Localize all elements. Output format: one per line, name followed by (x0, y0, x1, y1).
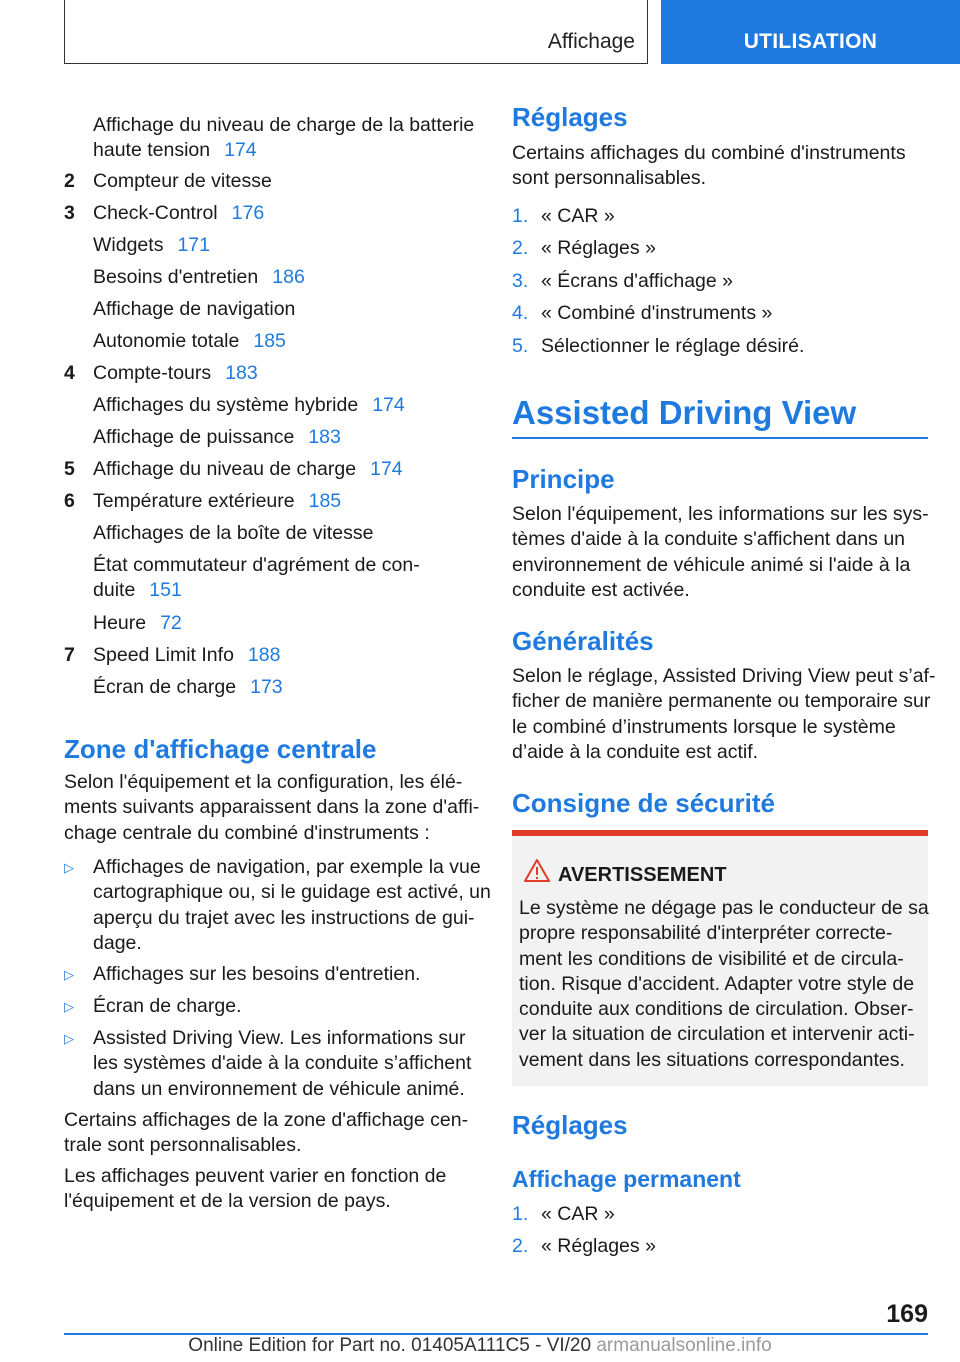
warning-title: AVERTISSEMENT (558, 864, 727, 886)
page-reference-link[interactable]: 185 (253, 330, 286, 352)
center-zone-para-1: Certains affichages de la zone d'affichage cen- trale sont personnalisables. (64, 1109, 469, 1157)
page-reference-link[interactable]: 151 (149, 579, 182, 601)
legend-text: duite 151 (93, 579, 182, 601)
heading-reglages: Réglages (512, 102, 628, 132)
heading-zone-centrale: Zone d'affichage centrale (64, 734, 377, 764)
warning-triangle-icon (524, 858, 550, 884)
page-reference-link[interactable]: 171 (177, 234, 210, 256)
heading-generalites: Généralités (512, 626, 654, 656)
legend-text: Besoins d'entretien 186 (93, 266, 305, 288)
heading-consigne-securite: Consigne de sécurité (512, 788, 775, 818)
page-reference-link[interactable]: 188 (247, 644, 281, 666)
page-reference-link[interactable]: 186 (272, 266, 305, 288)
legend-text: Check-Control 176 (93, 202, 265, 224)
heading-reglages-adv: Réglages (512, 1110, 628, 1140)
legend-text: Affichage de puissance 183 (93, 426, 341, 448)
page-reference-link[interactable]: 176 (231, 202, 265, 224)
step-number: 4. (512, 302, 529, 325)
legend-number: 7 (64, 644, 75, 666)
step-number: 2. (512, 237, 529, 260)
legend-text: État commutateur d'agrément de con- (93, 554, 420, 576)
step-text: « CAR » (541, 205, 615, 227)
page-reference-link[interactable]: 185 (308, 490, 342, 512)
legend-text: Affichage de navigation (93, 298, 296, 320)
triangle-bullet-icon: ▷ (64, 860, 74, 875)
reglages-intro: Certains affichages du combiné d'instruments sont personnalisables. (512, 142, 906, 190)
triangle-bullet-icon: ▷ (64, 999, 74, 1014)
warning-text: Le système ne dégage pas le conducteur de sa propre responsabilité d'interpréter correcte- ment les conditions de visibilité et de circula- tion. Risque d'accident. Adapter votre style de conduite aux conditions de circulation. Obser- ver la situation de circulation et intervenir acti- vement dans les situations correspondantes. (519, 897, 929, 1071)
step-number: 3. (512, 269, 529, 292)
page-reference-link[interactable]: 174 (224, 139, 257, 161)
legend-text: Widgets 171 (93, 234, 210, 256)
page-reference-link[interactable]: 183 (308, 426, 341, 448)
legend-number: 5 (64, 458, 75, 480)
center-zone-intro: Selon l'équipement et la configuration, les élé- ments suivants apparaissent dans la zone d'affi- chage centrale du combiné d'instruments : (64, 771, 480, 844)
page-reference-link[interactable]: 173 (250, 676, 283, 698)
page-reference-link[interactable]: 174 (372, 394, 405, 416)
step-text: « Réglages » (541, 237, 656, 260)
legend-number: 2 (64, 170, 75, 192)
header-section-title: Affichage (547, 30, 635, 53)
legend-text: Compte-tours 183 (93, 362, 258, 384)
header-section-box (64, 0, 648, 64)
triangle-bullet-icon: ▷ (64, 967, 74, 982)
step-number: 1. (512, 1203, 529, 1225)
legend-text: Affichages du système hybride 174 (93, 394, 405, 416)
principe-text: Selon l'équipement, les informations sur les sys- tèmes d'aide à la conduite s'affichent dans un environnement de véhicule animé si l'aide à la conduite est activée. (512, 503, 929, 601)
step-text: « Écrans d'affichage » (541, 269, 733, 292)
legend-text: Compteur de vitesse (93, 170, 272, 192)
legend-text: Écran de charge 173 (93, 676, 283, 698)
header-chapter-tab: UTILISATION (661, 0, 960, 64)
generalites-text: Selon le réglage, Assisted Driving View peut s’af- ficher de manière permanente ou temporaire sur le combiné d’instruments lorsque le système d’aide à la conduite est actif. (512, 665, 936, 763)
page-number: 169 (886, 1300, 928, 1328)
legend-text: Affichage du niveau de charge de la batterie (93, 114, 475, 136)
warning-box (512, 830, 928, 1086)
footer-edition: Online Edition for Part no. 01405A111C5 - VI/20 armanualsonline.info (188, 1335, 772, 1356)
legend-text: Heure 72 (93, 612, 182, 634)
step-number: 5. (512, 334, 529, 357)
triangle-bullet-icon: ▷ (64, 1031, 74, 1046)
heading-principe: Principe (512, 464, 615, 494)
legend-text: haute tension 174 (93, 139, 257, 161)
page-reference-link[interactable]: 72 (160, 612, 182, 634)
heading-affichage-permanent: Affichage permanent (512, 1166, 741, 1192)
legend-text: Affichages de la boîte de vitesse (93, 522, 374, 544)
page-reference-link[interactable]: 183 (225, 362, 258, 384)
legend-text: Speed Limit Info 188 (93, 644, 281, 666)
step-number: 2. (512, 1235, 529, 1258)
step-text: « Combiné d'instruments » (541, 302, 773, 325)
legend-text: Autonomie totale 185 (93, 330, 286, 352)
heading-assisted-driving-view: Assisted Driving View (512, 394, 857, 431)
legend-number: 3 (64, 202, 75, 224)
step-number: 1. (512, 205, 529, 227)
heading-underline (512, 437, 928, 439)
legend-number: 6 (64, 490, 75, 512)
step-text: Sélectionner le réglage désiré. (541, 334, 805, 357)
step-text: « Réglages » (541, 1235, 656, 1258)
legend-text: Affichage du niveau de charge 174 (93, 458, 403, 480)
page-reference-link[interactable]: 174 (370, 458, 403, 480)
legend-text: Température extérieure 185 (93, 490, 342, 512)
step-text: « CAR » (541, 1203, 615, 1225)
center-zone-para-2: Les affichages peuvent varier en fonction de l'équipement et de la version de pays. (64, 1165, 447, 1213)
footer-watermark: armanualsonline.info (596, 1335, 772, 1356)
legend-number: 4 (64, 362, 75, 384)
